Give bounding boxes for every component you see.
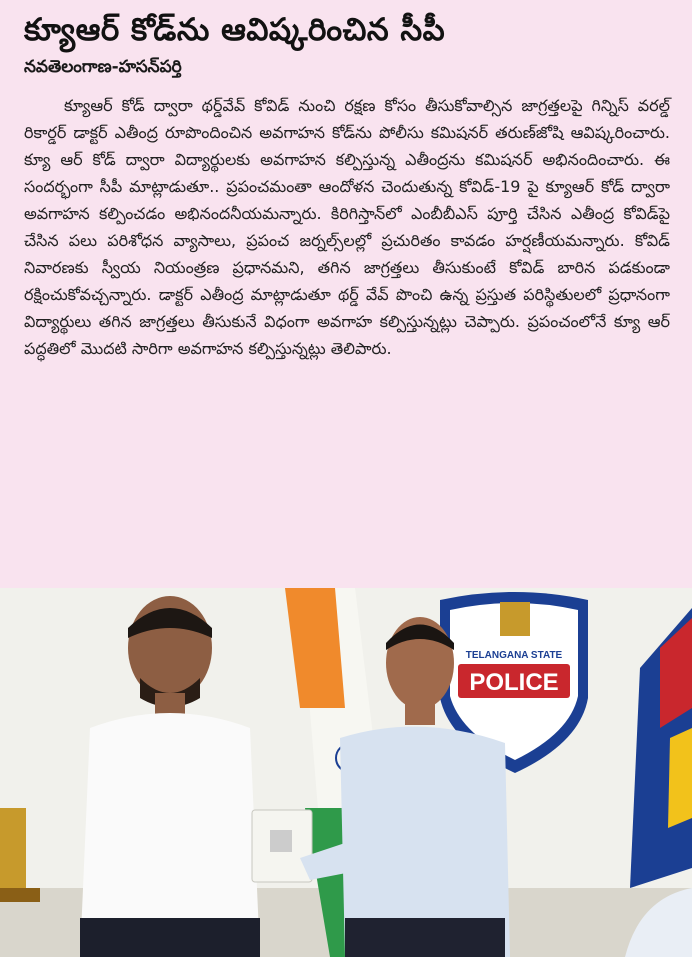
headline: క్యూఆర్ కోడ్‌ను ఆవిష్కరించిన సీపీ: [24, 12, 446, 48]
article-body: క్యూఆర్ కోడ్ ద్వారా థర్డ్‌వేవ్ కోవిడ్ నుంచి రక్షణ కోసం తీసుకోవాల్సిన జాగ్రత్తలపై గిన్నిస్ వరల్డ్ రికార్డర్ డాక్టర్ ఎతీంద్ర రూపొందించిన అవగాహన కోడ్‌ను పోలీసు కమిషనర్ తరుణ్‌జోషి ఆవిష్కరించారు. క్యూ ఆర్ కోడ్ ద్వారా విద్యార్థులకు అవగాహన కల్పిస్తున్న ఎతీంద్రను కమిషనర్ అభినందించారు. ఈ సందర్భంగా సీపీ మాట్లాడుతూ.. ప్రపంచమంతా ఆందోళన చెందుతున్న కోవిడ్-19 పై క్యూఆర్ కోడ్ ద్వారా అవగాహన కల్పించడం అభినందనీయమన్నారు. కిరిగిస్తాన్‌లో ఎంబీబీఎస్ పూర్తి చేసిన ఎతీంద్ర కోవిడ్‌పై చేసిన పలు పరిశోధన వ్యాసాలు, ప్రపంచ జర్నల్స్‌లల్లో ప్రచురితం కావడం హర్షణీయమన్నారు. కోవిడ్ నివారణకు స్వీయ నియంత్రణ ప్రధానమని, తగిన జాగ్రత్తలు తీసుకుంటే కోవిడ్ బారిన పడకుండా రక్షించుకోవచ్చన్నారు. డాక్టర్ ఎతీంద్ర మాట్లాడుతూ థర్డ్ వేవ్ పొంచి ఉన్న ప్రస్తుత పరిస్థితులలో ప్రధానంగా విద్యార్థులు తగిన జాగ్రత్తలు తీసుకునే విధంగా అవగాహ కల్పిస్తున్నట్లు చెప్పారు. ప్రపంచంలోనే క్యూ ఆర్ పద్ధతిలో మొదటి సారిగా అవగాహన కల్పిస్తున్నట్లు తెలిపారు.: [24, 96, 670, 358]
logo-police-text: POLICE: [469, 669, 559, 696]
news-photo: [0, 588, 692, 957]
photo-illustration: [0, 588, 692, 957]
qr-card: [252, 810, 312, 882]
logo-state-text: TELANGANA STATE: [465, 650, 563, 661]
dateline: నవతెలంగాణ-హసన్‌పర్తి: [24, 57, 182, 77]
